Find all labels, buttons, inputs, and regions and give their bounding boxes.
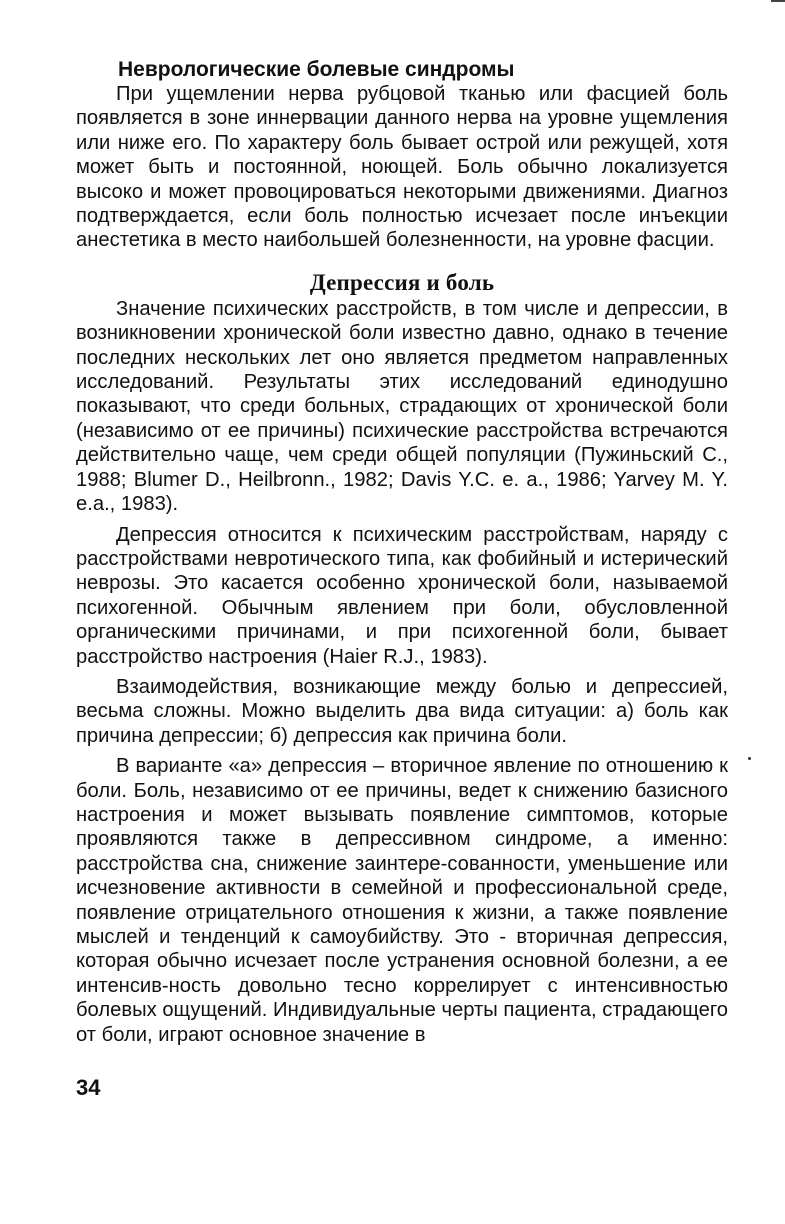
- paragraph-interactions: Взаимодействия, возникающие между болью и депрессией, весьма сложны. Можно выделить два вида ситуации: а) боль как причина депрессии; б) депрессия как причина боли.: [76, 675, 728, 747]
- section-heading-neurological-pain: Неврологические болевые синдромы: [118, 58, 515, 81]
- scan-dot-mark: [748, 757, 751, 760]
- scan-corner-mark: [771, 0, 785, 2]
- document-page: [76, 58, 728, 1047]
- paragraph-variant-a: В варианте «а» депрессия – вторичное явление по отношению к боли. Боль, независимо от ее причины, ведет к снижению базисного настроения и может вызывать появление симптомов, которые проявляются также в депрессивном синдроме, а именно: расстройства сна, снижение заинтере-сованности, уменьшение или исчезновение активности в семейной и профессиональной среде, появление отрицательного отношения к жизни, а также появление мыслей и тенденций к самоубийству. Это - вторичная депрессия, которая обычно исчезает после устранения основной болезни, а ее интенсив-ность довольно тесно коррелирует с интенсивностью болевых ощущений. Индивидуальные черты пациента, страдающего от боли, играют основное значение в: [76, 755, 728, 1046]
- section-heading-depression-and-pain: Депрессия и боль: [309, 269, 495, 295]
- paragraph-neurological-pain: При ущемлении нерва рубцовой тканью или фасцией боль появляется в зоне иннервации данного нерва на уровне ущемления или ниже его. По характеру боль бывает острой или режущей, хотя может быть и постоянной, ноющей. Боль обычно локализуется высоко и может провоцироваться некоторыми движениями. Диагноз подтверждается, если боль полностью исчезает после инъекции анестетика в место наибольшей болезненности, на уровне фасции.: [76, 83, 728, 252]
- paragraph-psychiatric-disorders: Значение психических расстройств, в том числе и депрессии, в возникновении хронической боли известно давно, однако в течение последних нескольких лет оно является предметом направленных исследований. Результаты этих исследований единодушно показывают, что среди больных, страдающих от хронической боли (независимо от ее причины) психические расстройства встречаются действительно чаще, чем среди общей популяции (Пужиньский С., 1988; Blumer D., Heilbronn., 1982; Davis Y.C. e. a., 1986; Yarvey M. Y. e.a., 1983).: [76, 297, 728, 516]
- paragraph-depression-classification: Депрессия относится к психическим расстройствам, наряду с расстройствами невротического типа, как фобийный и истерический неврозы. Это касается особенно хронической боли, называемой психогенной. Обычным явлением при боли, обусловленной органическими причинами, и при психогенной боли, бывает расстройство настроения (Haier R.J., 1983).: [76, 523, 728, 668]
- page-number: 34: [76, 1075, 101, 1100]
